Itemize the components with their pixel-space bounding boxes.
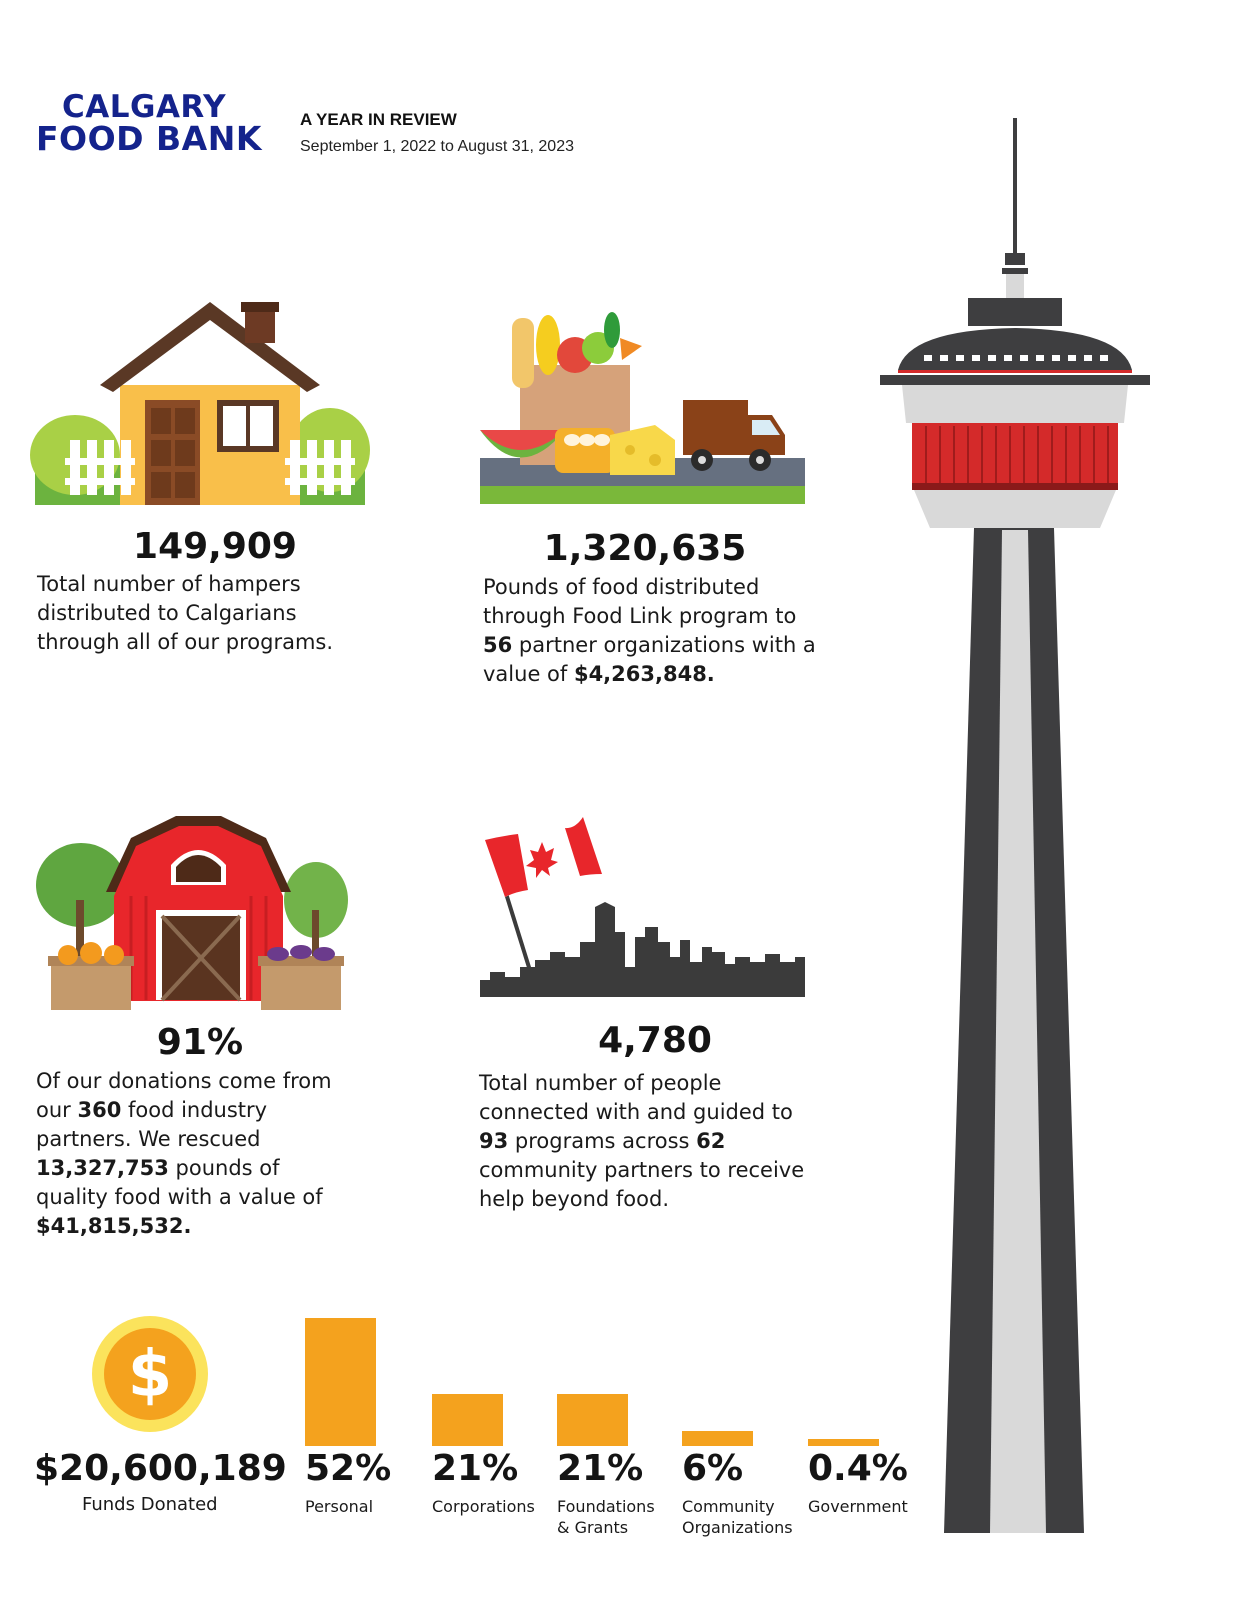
- funds-total: $20,600,189: [34, 1448, 287, 1489]
- funding-value-label-4: 6%: [682, 1448, 744, 1489]
- food-link-text-a: Pounds of food distributed through Food Link program to: [483, 575, 797, 628]
- food-link-text-b: partner organizations with a value of: [483, 633, 816, 686]
- people-description: [479, 1069, 819, 1214]
- hampers-number: 149,909: [133, 526, 297, 567]
- food-link-value: $4,263,848.: [573, 662, 715, 686]
- funding-category-label-4: Community Organizations: [682, 1497, 793, 1537]
- coin-symbol: $: [127, 1338, 173, 1412]
- house-icon: [35, 300, 365, 510]
- groceries-truck-icon: [480, 300, 805, 510]
- funding-value-label-3: 21%: [557, 1448, 644, 1489]
- people-number: 4,780: [598, 1020, 712, 1061]
- funding-value-label-1: 52%: [305, 1448, 392, 1489]
- funding-bar-1: [305, 1318, 376, 1446]
- logo-line-1: CALGARY: [62, 89, 227, 125]
- funding-category-label-3: Foundations & Grants: [557, 1497, 655, 1537]
- donations-pounds: 13,327,753: [36, 1156, 169, 1180]
- donations-text-b: food industry partners. We rescued: [36, 1098, 268, 1151]
- people-community-partners: 62: [696, 1129, 726, 1153]
- donations-value: $41,815,532.: [36, 1214, 192, 1238]
- canada-flag-skyline-icon: [480, 812, 810, 1002]
- hampers-description: Total number of hampers distributed to Calgarians through all of our programs.: [37, 572, 334, 654]
- donations-partners: 360: [77, 1098, 122, 1122]
- funding-bar-5: [808, 1439, 879, 1446]
- donations-number: 91%: [156, 1022, 244, 1063]
- funding-category-label-1: Personal: [305, 1497, 374, 1516]
- funding-bar-3: [557, 1394, 628, 1446]
- people-text-a: Total number of people connected with and guided to: [479, 1071, 793, 1124]
- donations-text-c: pounds of quality food with a value of: [36, 1156, 323, 1209]
- barn-icon: [36, 810, 356, 1015]
- donations-description: [36, 1067, 356, 1241]
- report-dates: September 1, 2022 to August 31, 2023: [300, 138, 574, 155]
- funding-bar-4: [682, 1431, 753, 1446]
- people-programs: 93: [479, 1129, 509, 1153]
- funding-category-label-2: Corporations: [432, 1497, 535, 1516]
- funding-value-label-2: 21%: [432, 1448, 519, 1489]
- dollar-coin-icon: [90, 1314, 210, 1434]
- funds-label: Funds Donated: [82, 1494, 218, 1515]
- funding-value-label-5: 0.4%: [808, 1448, 908, 1489]
- donations-text-a: Of our donations come from our: [36, 1069, 332, 1122]
- food-link-number: 1,320,635: [543, 528, 747, 569]
- funding-bar-2: [432, 1394, 503, 1446]
- people-text-b: programs across: [508, 1129, 697, 1153]
- food-link-description: [483, 573, 828, 689]
- food-link-partners: 56: [483, 633, 513, 657]
- report-title: A YEAR IN REVIEW: [300, 110, 457, 129]
- funding-category-label-5: Government: [808, 1497, 908, 1516]
- logo-line-2: FOOD BANK: [36, 119, 262, 158]
- calgary-tower-icon: [878, 118, 1158, 1538]
- people-text-c: community partners to receive help beyond food.: [479, 1158, 805, 1211]
